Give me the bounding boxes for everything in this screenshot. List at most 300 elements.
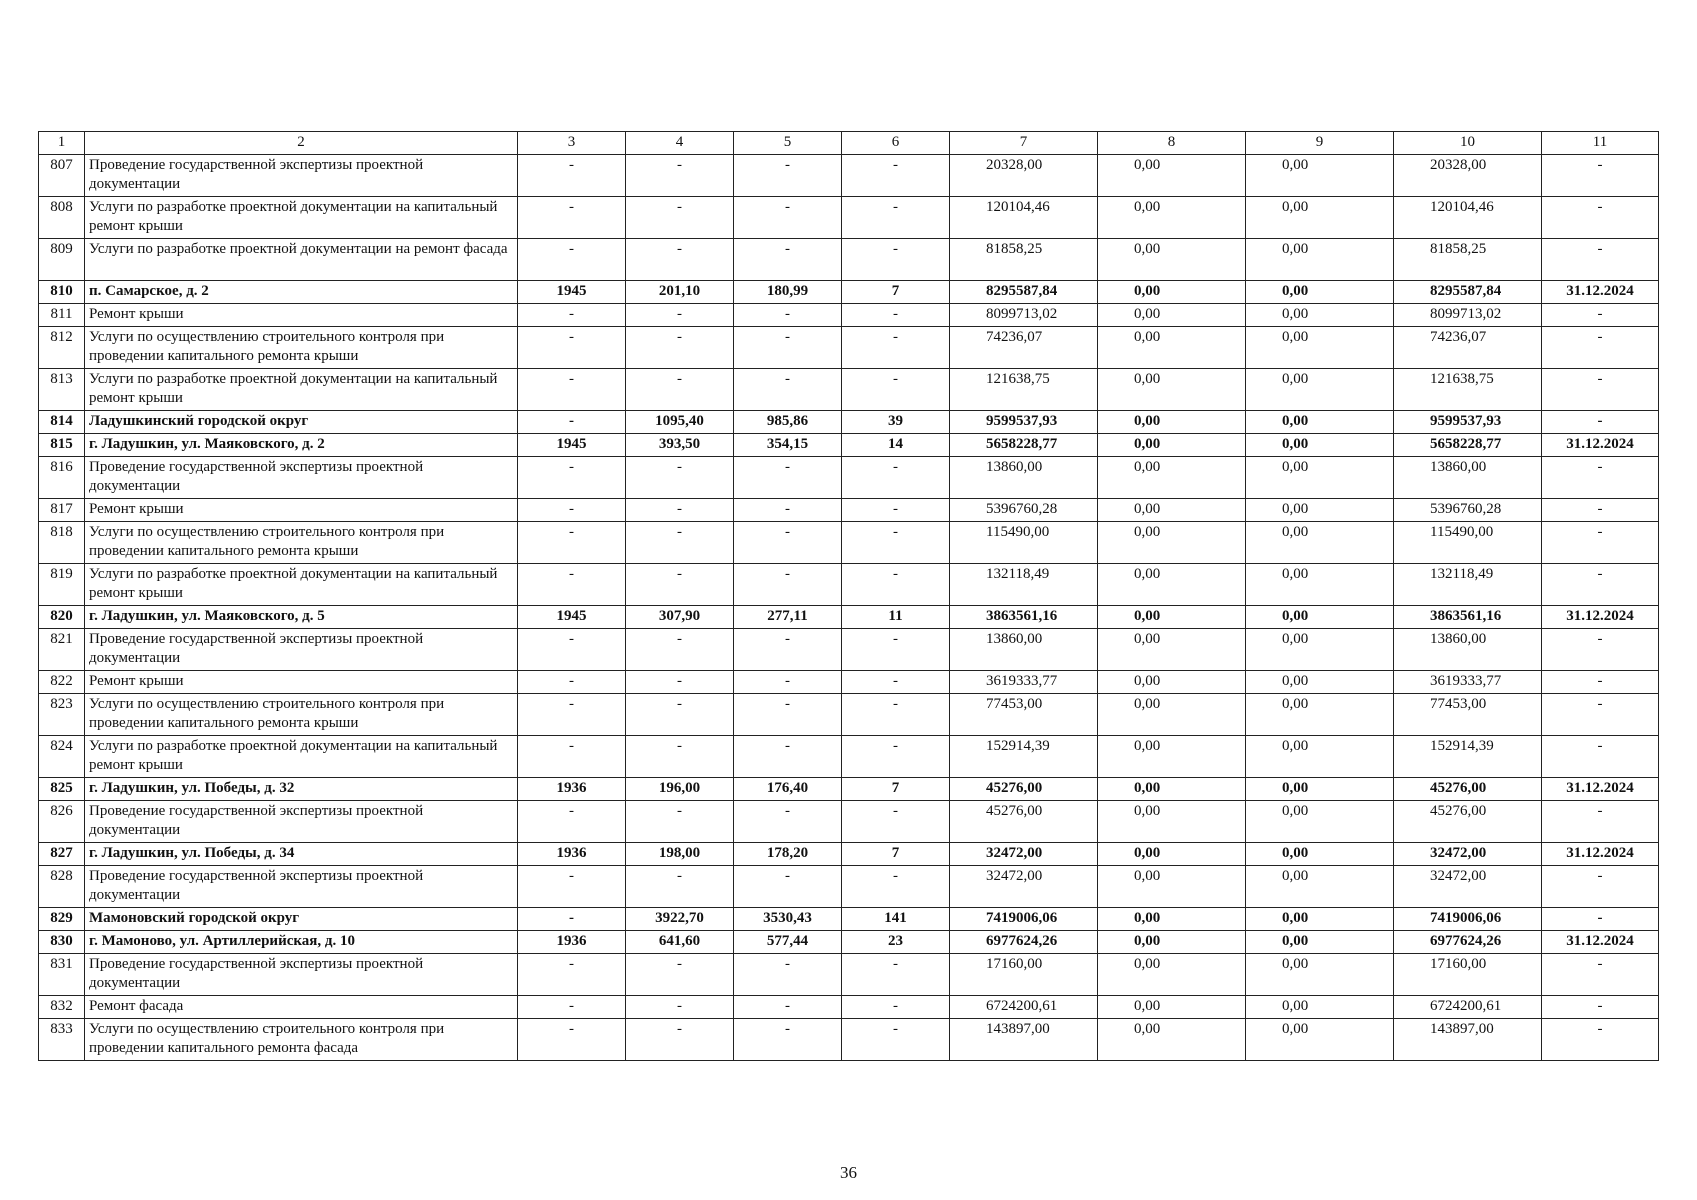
owners-cell: 115490,00 [1394, 522, 1542, 564]
fund-cell: 0,00 [1098, 304, 1246, 327]
year-cell: - [518, 629, 626, 671]
residents-cell: 14 [842, 434, 950, 457]
budget-cell: 0,00 [1246, 499, 1394, 522]
work-name: Проведение государственной экспертизы проектной документации [85, 866, 518, 908]
table-row [39, 931, 1659, 954]
owners-cell: 3619333,77 [1394, 671, 1542, 694]
work-name: г. Ладушкин, ул. Победы, д. 32 [85, 778, 518, 801]
area-living-cell: 277,11 [734, 606, 842, 629]
residents-cell: 7 [842, 281, 950, 304]
fund-cell: 0,00 [1098, 499, 1246, 522]
budget-cell: 0,00 [1246, 671, 1394, 694]
budget-cell: 0,00 [1246, 606, 1394, 629]
deadline-cell: - [1542, 304, 1659, 327]
owners-cell: 7419006,06 [1394, 908, 1542, 931]
year-cell: - [518, 954, 626, 996]
deadline-cell: - [1542, 564, 1659, 606]
fund-cell: 0,00 [1098, 457, 1246, 499]
column-header: 3 [518, 132, 626, 155]
deadline-cell: 31.12.2024 [1542, 434, 1659, 457]
fund-cell: 0,00 [1098, 908, 1246, 931]
year-cell: - [518, 908, 626, 931]
owners-cell: 32472,00 [1394, 843, 1542, 866]
fund-cell: 0,00 [1098, 866, 1246, 908]
area-total-cell: - [626, 954, 734, 996]
owners-cell: 45276,00 [1394, 778, 1542, 801]
row-number: 825 [39, 778, 85, 801]
deadline-cell: 31.12.2024 [1542, 606, 1659, 629]
budget-cell: 0,00 [1246, 908, 1394, 931]
deadline-cell: - [1542, 1019, 1659, 1061]
cost-total-cell: 8099713,02 [950, 304, 1098, 327]
budget-cell: 0,00 [1246, 239, 1394, 281]
work-name: г. Ладушкин, ул. Маяковского, д. 2 [85, 434, 518, 457]
work-name: Проведение государственной экспертизы проектной документации [85, 954, 518, 996]
area-living-cell: 180,99 [734, 281, 842, 304]
table-row [39, 778, 1659, 801]
cost-total-cell: 6977624,26 [950, 931, 1098, 954]
year-cell: 1945 [518, 281, 626, 304]
year-cell: - [518, 522, 626, 564]
work-name: Услуги по осуществлению строительного контроля при проведении капитального ремонта крыши [85, 522, 518, 564]
deadline-cell: 31.12.2024 [1542, 843, 1659, 866]
cost-total-cell: 32472,00 [950, 866, 1098, 908]
cost-total-cell: 45276,00 [950, 801, 1098, 843]
table-row [39, 606, 1659, 629]
cost-total-cell: 115490,00 [950, 522, 1098, 564]
area-total-cell: 3922,70 [626, 908, 734, 931]
area-living-cell: 178,20 [734, 843, 842, 866]
area-living-cell: - [734, 736, 842, 778]
fund-cell: 0,00 [1098, 155, 1246, 197]
residents-cell: - [842, 369, 950, 411]
residents-cell: - [842, 996, 950, 1019]
year-cell: - [518, 866, 626, 908]
budget-cell: 0,00 [1246, 155, 1394, 197]
fund-cell: 0,00 [1098, 369, 1246, 411]
budget-cell: 0,00 [1246, 1019, 1394, 1061]
row-number: 821 [39, 629, 85, 671]
area-living-cell: 176,40 [734, 778, 842, 801]
work-name: Услуги по разработке проектной документации на капитальный ремонт крыши [85, 564, 518, 606]
page-number: 36 [840, 1163, 857, 1182]
residents-cell: - [842, 954, 950, 996]
area-living-cell: - [734, 304, 842, 327]
year-cell: - [518, 369, 626, 411]
table-row [39, 736, 1659, 778]
owners-cell: 132118,49 [1394, 564, 1542, 606]
fund-cell: 0,00 [1098, 606, 1246, 629]
row-number: 822 [39, 671, 85, 694]
fund-cell: 0,00 [1098, 1019, 1246, 1061]
row-number: 832 [39, 996, 85, 1019]
row-number: 824 [39, 736, 85, 778]
area-living-cell: - [734, 801, 842, 843]
cost-total-cell: 77453,00 [950, 694, 1098, 736]
area-total-cell: - [626, 736, 734, 778]
cost-total-cell: 13860,00 [950, 629, 1098, 671]
row-number: 830 [39, 931, 85, 954]
residents-cell: 11 [842, 606, 950, 629]
cost-total-cell: 7419006,06 [950, 908, 1098, 931]
year-cell: - [518, 155, 626, 197]
residents-cell: - [842, 801, 950, 843]
row-number: 829 [39, 908, 85, 931]
fund-cell: 0,00 [1098, 931, 1246, 954]
area-living-cell: - [734, 629, 842, 671]
area-total-cell: - [626, 457, 734, 499]
fund-cell: 0,00 [1098, 843, 1246, 866]
work-name: Услуги по разработке проектной документации на капитальный ремонт крыши [85, 369, 518, 411]
owners-cell: 9599537,93 [1394, 411, 1542, 434]
row-number: 810 [39, 281, 85, 304]
budget-cell: 0,00 [1246, 694, 1394, 736]
owners-cell: 13860,00 [1394, 457, 1542, 499]
area-total-cell: - [626, 327, 734, 369]
table-row [39, 843, 1659, 866]
year-cell: - [518, 564, 626, 606]
table-row [39, 499, 1659, 522]
table-row [39, 866, 1659, 908]
owners-cell: 120104,46 [1394, 197, 1542, 239]
table-row [39, 197, 1659, 239]
owners-cell: 143897,00 [1394, 1019, 1542, 1061]
area-total-cell: - [626, 369, 734, 411]
area-total-cell: - [626, 499, 734, 522]
row-number: 807 [39, 155, 85, 197]
table-row [39, 434, 1659, 457]
area-total-cell: - [626, 564, 734, 606]
work-name: Услуги по осуществлению строительного контроля при проведении капитального ремонта крыши [85, 327, 518, 369]
fund-cell: 0,00 [1098, 327, 1246, 369]
work-name: Услуги по разработке проектной документации на капитальный ремонт крыши [85, 736, 518, 778]
fund-cell: 0,00 [1098, 434, 1246, 457]
area-living-cell: - [734, 522, 842, 564]
area-total-cell: - [626, 629, 734, 671]
budget-cell: 0,00 [1246, 736, 1394, 778]
cost-total-cell: 3863561,16 [950, 606, 1098, 629]
budget-cell: 0,00 [1246, 434, 1394, 457]
table-row [39, 954, 1659, 996]
column-header: 9 [1246, 132, 1394, 155]
owners-cell: 74236,07 [1394, 327, 1542, 369]
residents-cell: - [842, 499, 950, 522]
row-number: 823 [39, 694, 85, 736]
deadline-cell: - [1542, 671, 1659, 694]
table-row [39, 411, 1659, 434]
deadline-cell: - [1542, 736, 1659, 778]
column-header: 1 [39, 132, 85, 155]
deadline-cell: - [1542, 369, 1659, 411]
area-living-cell: - [734, 996, 842, 1019]
fund-cell: 0,00 [1098, 239, 1246, 281]
deadline-cell: 31.12.2024 [1542, 931, 1659, 954]
area-total-cell: - [626, 1019, 734, 1061]
row-number: 826 [39, 801, 85, 843]
year-cell: - [518, 996, 626, 1019]
row-number: 820 [39, 606, 85, 629]
area-living-cell: 577,44 [734, 931, 842, 954]
residents-cell: - [842, 671, 950, 694]
work-name: Ремонт крыши [85, 499, 518, 522]
fund-cell: 0,00 [1098, 778, 1246, 801]
cost-total-cell: 13860,00 [950, 457, 1098, 499]
budget-cell: 0,00 [1246, 996, 1394, 1019]
area-living-cell: - [734, 954, 842, 996]
owners-cell: 3863561,16 [1394, 606, 1542, 629]
residents-cell: - [842, 197, 950, 239]
area-total-cell: - [626, 155, 734, 197]
cost-total-cell: 20328,00 [950, 155, 1098, 197]
deadline-cell: - [1542, 239, 1659, 281]
cost-total-cell: 5658228,77 [950, 434, 1098, 457]
area-total-cell: - [626, 197, 734, 239]
deadline-cell: - [1542, 499, 1659, 522]
row-number: 809 [39, 239, 85, 281]
deadline-cell: - [1542, 694, 1659, 736]
residents-cell: 39 [842, 411, 950, 434]
residents-cell: - [842, 866, 950, 908]
table-row [39, 1019, 1659, 1061]
area-total-cell: - [626, 801, 734, 843]
area-total-cell: - [626, 866, 734, 908]
year-cell: - [518, 694, 626, 736]
fund-cell: 0,00 [1098, 694, 1246, 736]
area-living-cell: - [734, 369, 842, 411]
deadline-cell: - [1542, 866, 1659, 908]
area-living-cell: - [734, 1019, 842, 1061]
fund-cell: 0,00 [1098, 522, 1246, 564]
row-number: 817 [39, 499, 85, 522]
year-cell: - [518, 457, 626, 499]
area-living-cell: - [734, 866, 842, 908]
year-cell: 1936 [518, 778, 626, 801]
row-number: 827 [39, 843, 85, 866]
cost-total-cell: 121638,75 [950, 369, 1098, 411]
area-living-cell: - [734, 155, 842, 197]
area-total-cell: 641,60 [626, 931, 734, 954]
row-number: 818 [39, 522, 85, 564]
residents-cell: 23 [842, 931, 950, 954]
table-row [39, 457, 1659, 499]
owners-cell: 6977624,26 [1394, 931, 1542, 954]
year-cell: 1936 [518, 843, 626, 866]
table-row [39, 564, 1659, 606]
fund-cell: 0,00 [1098, 996, 1246, 1019]
area-total-cell: 201,10 [626, 281, 734, 304]
table-row [39, 629, 1659, 671]
row-number: 808 [39, 197, 85, 239]
column-header: 4 [626, 132, 734, 155]
area-living-cell: - [734, 671, 842, 694]
year-cell: 1945 [518, 606, 626, 629]
table-row [39, 239, 1659, 281]
work-name: Проведение государственной экспертизы проектной документации [85, 801, 518, 843]
work-name: Услуги по осуществлению строительного контроля при проведении капитального ремонта крыши [85, 694, 518, 736]
cost-total-cell: 120104,46 [950, 197, 1098, 239]
deadline-cell: - [1542, 996, 1659, 1019]
header-row [39, 132, 1659, 155]
row-number: 816 [39, 457, 85, 499]
fund-cell: 0,00 [1098, 411, 1246, 434]
area-living-cell: - [734, 239, 842, 281]
work-name: г. Ладушкин, ул. Маяковского, д. 5 [85, 606, 518, 629]
owners-cell: 17160,00 [1394, 954, 1542, 996]
area-total-cell: 307,90 [626, 606, 734, 629]
row-number: 828 [39, 866, 85, 908]
cost-total-cell: 5396760,28 [950, 499, 1098, 522]
residents-cell: - [842, 629, 950, 671]
table-row [39, 801, 1659, 843]
year-cell: - [518, 239, 626, 281]
deadline-cell: 31.12.2024 [1542, 281, 1659, 304]
work-name: Услуги по разработке проектной документации на ремонт фасада [85, 239, 518, 281]
column-header: 7 [950, 132, 1098, 155]
area-total-cell: 198,00 [626, 843, 734, 866]
residents-cell: - [842, 1019, 950, 1061]
year-cell: - [518, 736, 626, 778]
table-row [39, 304, 1659, 327]
residents-cell: - [842, 736, 950, 778]
row-number: 813 [39, 369, 85, 411]
area-living-cell: 985,86 [734, 411, 842, 434]
area-living-cell: - [734, 499, 842, 522]
owners-cell: 5658228,77 [1394, 434, 1542, 457]
owners-cell: 13860,00 [1394, 629, 1542, 671]
owners-cell: 32472,00 [1394, 866, 1542, 908]
budget-cell: 0,00 [1246, 843, 1394, 866]
cost-total-cell: 81858,25 [950, 239, 1098, 281]
budget-cell: 0,00 [1246, 411, 1394, 434]
residents-cell: 7 [842, 778, 950, 801]
row-number: 811 [39, 304, 85, 327]
deadline-cell: - [1542, 801, 1659, 843]
fund-cell: 0,00 [1098, 564, 1246, 606]
budget-cell: 0,00 [1246, 801, 1394, 843]
cost-total-cell: 3619333,77 [950, 671, 1098, 694]
table-row [39, 281, 1659, 304]
year-cell: - [518, 197, 626, 239]
fund-cell: 0,00 [1098, 629, 1246, 671]
cost-total-cell: 17160,00 [950, 954, 1098, 996]
area-total-cell: - [626, 239, 734, 281]
cost-total-cell: 6724200,61 [950, 996, 1098, 1019]
year-cell: - [518, 499, 626, 522]
fund-cell: 0,00 [1098, 197, 1246, 239]
residents-cell: - [842, 457, 950, 499]
row-number: 831 [39, 954, 85, 996]
cost-total-cell: 143897,00 [950, 1019, 1098, 1061]
row-number: 812 [39, 327, 85, 369]
column-header: 8 [1098, 132, 1246, 155]
cost-total-cell: 45276,00 [950, 778, 1098, 801]
fund-cell: 0,00 [1098, 281, 1246, 304]
cost-total-cell: 132118,49 [950, 564, 1098, 606]
year-cell: - [518, 327, 626, 369]
residents-cell: - [842, 522, 950, 564]
residents-cell: - [842, 304, 950, 327]
residents-cell: - [842, 239, 950, 281]
table-row [39, 694, 1659, 736]
budget-cell: 0,00 [1246, 457, 1394, 499]
fund-cell: 0,00 [1098, 736, 1246, 778]
work-name: Ремонт фасада [85, 996, 518, 1019]
deadline-cell: - [1542, 954, 1659, 996]
column-header: 10 [1394, 132, 1542, 155]
deadline-cell: - [1542, 197, 1659, 239]
budget-cell: 0,00 [1246, 629, 1394, 671]
row-number: 815 [39, 434, 85, 457]
column-header: 11 [1542, 132, 1659, 155]
table-row [39, 908, 1659, 931]
deadline-cell: - [1542, 629, 1659, 671]
residents-cell: - [842, 694, 950, 736]
cost-total-cell: 74236,07 [950, 327, 1098, 369]
deadline-cell: - [1542, 908, 1659, 931]
budget-cell: 0,00 [1246, 954, 1394, 996]
budget-cell: 0,00 [1246, 564, 1394, 606]
work-name: г. Ладушкин, ул. Победы, д. 34 [85, 843, 518, 866]
budget-cell: 0,00 [1246, 931, 1394, 954]
table-row [39, 996, 1659, 1019]
work-name: Ремонт крыши [85, 671, 518, 694]
column-header: 2 [85, 132, 518, 155]
work-name: Проведение государственной экспертизы проектной документации [85, 457, 518, 499]
budget-cell: 0,00 [1246, 281, 1394, 304]
area-living-cell: - [734, 694, 842, 736]
area-living-cell: - [734, 197, 842, 239]
year-cell: - [518, 671, 626, 694]
column-header: 6 [842, 132, 950, 155]
year-cell: - [518, 801, 626, 843]
data-table [38, 131, 1659, 1061]
work-name: г. Мамоново, ул. Артиллерийская, д. 10 [85, 931, 518, 954]
budget-cell: 0,00 [1246, 304, 1394, 327]
cost-total-cell: 9599537,93 [950, 411, 1098, 434]
area-living-cell: - [734, 327, 842, 369]
residents-cell: - [842, 155, 950, 197]
year-cell: 1945 [518, 434, 626, 457]
table-row [39, 327, 1659, 369]
fund-cell: 0,00 [1098, 671, 1246, 694]
year-cell: - [518, 411, 626, 434]
work-name: Мамоновский городской округ [85, 908, 518, 931]
row-number: 819 [39, 564, 85, 606]
column-header: 5 [734, 132, 842, 155]
year-cell: - [518, 304, 626, 327]
owners-cell: 20328,00 [1394, 155, 1542, 197]
table-row [39, 522, 1659, 564]
residents-cell: 7 [842, 843, 950, 866]
area-living-cell: - [734, 564, 842, 606]
deadline-cell: - [1542, 327, 1659, 369]
deadline-cell: - [1542, 155, 1659, 197]
deadline-cell: - [1542, 522, 1659, 564]
budget-cell: 0,00 [1246, 778, 1394, 801]
work-name: Ладушкинский городской округ [85, 411, 518, 434]
residents-cell: - [842, 327, 950, 369]
residents-cell: - [842, 564, 950, 606]
cost-total-cell: 8295587,84 [950, 281, 1098, 304]
owners-cell: 8295587,84 [1394, 281, 1542, 304]
owners-cell: 152914,39 [1394, 736, 1542, 778]
area-total-cell: 393,50 [626, 434, 734, 457]
budget-cell: 0,00 [1246, 369, 1394, 411]
area-total-cell: - [626, 671, 734, 694]
work-name: Услуги по осуществлению строительного контроля при проведении капитального ремонта фасада [85, 1019, 518, 1061]
work-name: Услуги по разработке проектной документации на капитальный ремонт крыши [85, 197, 518, 239]
deadline-cell: - [1542, 411, 1659, 434]
